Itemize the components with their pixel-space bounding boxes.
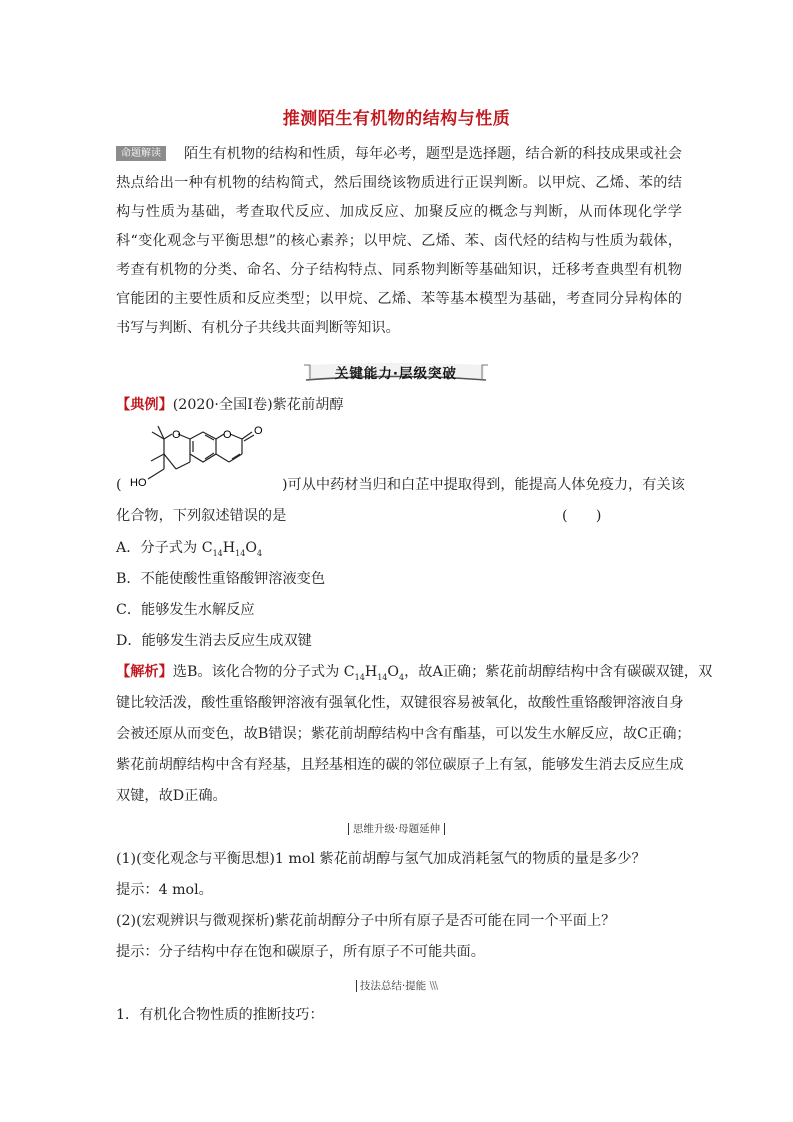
summary-block	[116, 1000, 682, 1031]
analysis-line-3: 会被还原从而变色，故B错误；紫花前胡醇结构中含有酯基，可以发生水解反应，故C正确；	[116, 726, 691, 742]
answer-blank: ( )	[562, 508, 602, 524]
analysis-line-5: 双键，故D正确。	[116, 788, 227, 804]
question-line-3: 化合物，下列叙述错误的是	[116, 508, 287, 524]
analysis-line-2: 键比较活泼，酸性重铬酸钾溶液有强氧化性，双键很容易被氧化，故酸性重铬酸钾溶液自身	[116, 695, 684, 711]
banner-title: 关键能力·层级突破	[334, 366, 458, 382]
question-line-2: )可从中药材当归和白芷中提取得到，能提高人体免疫力，有关该	[282, 477, 685, 493]
extension-a2: 提示：分子结构中存在饱和碳原子，所有原子不可能共面。	[116, 944, 485, 960]
summary-item-1: 1．有机化合物性质的推断技巧：	[116, 1007, 324, 1023]
intro-text: 陌生有机物的结构和性质，每年必考，题型是选择题，结合新的科技成果或社会热点给出一种有机物的结构简式，然后围绕该物质进行正误判断。以甲烷、乙烯、苯的结构与性质为基础，考查取代反应、加成反应、加聚反应的概念与判断，从而体现化学学科“变化观念与平衡思想”的核心素养；以甲烷、乙烯、苯、卤代烃的结构与性质为载体，考查有机物的分类、命名、分子结构特点、同系物判断等基础知识，迁移考查典型有机物官能团的主要性质和反应类型；以甲烷、乙烯、苯等基本模型为基础，考查同分异构体的书写与判断、有机分子共线共面判断等知识。	[116, 146, 682, 336]
extension-q1: (1)(变化观念与平衡思想)1 mol 紫花前胡醇与氢气加成消耗氢气的物质的量是多少？	[116, 851, 646, 867]
section-banner	[302, 360, 490, 384]
mol-oxygen-3: O	[254, 425, 263, 437]
analysis-line-4: 紫花前胡醇结构中含有羟基，且羟基相连的碳的邻位碳原子上有氢，能够发生消去反应生成	[116, 757, 684, 773]
analysis-label: 【解析】	[116, 664, 173, 680]
intro-paragraph	[116, 140, 682, 343]
example-question	[116, 470, 685, 532]
mol-oxygen-2: O	[223, 429, 232, 441]
summary-header: 技法总结·提能 \\\	[0, 978, 793, 993]
options-list	[116, 533, 682, 657]
example-label: 【典例】	[116, 397, 173, 413]
option-a: A．分子式为 $C_{14}H_{14}O_4$	[116, 540, 263, 558]
extension-block	[116, 844, 682, 968]
summary-header-decoration: \\\	[429, 980, 438, 992]
option-d: D．能够发生消去反应生成双键	[116, 633, 312, 649]
page-title: 推测陌生有机物的结构与性质	[282, 109, 511, 129]
option-c: C．能够发生水解反应	[116, 602, 255, 618]
analysis-block	[116, 657, 713, 812]
analysis-line-1: 【解析】选B。该化合物的分子式为 $C_{14}H_{14}O_4$，故A正确；紫花前胡醇结构中含有碳碳双键，双	[116, 664, 713, 682]
option-b: B．不能使酸性重铬酸钾溶液变色	[116, 571, 326, 587]
mol-hydroxyl: HO	[130, 477, 147, 489]
extension-header: 思维升级·母题延伸	[0, 823, 793, 835]
extension-q2: (2)(宏观辨识与微观探析)紫花前胡醇分子中所有原子是否可能在同一个平面上？	[116, 913, 616, 929]
extension-a1: 提示：4 mol。	[116, 882, 213, 898]
intro-tag: 命题解读	[116, 146, 166, 161]
mol-oxygen-1: O	[172, 429, 181, 441]
paren-open: (	[116, 477, 122, 493]
example-source: (2020·全国Ⅰ卷)紫花前胡醇	[172, 397, 344, 413]
